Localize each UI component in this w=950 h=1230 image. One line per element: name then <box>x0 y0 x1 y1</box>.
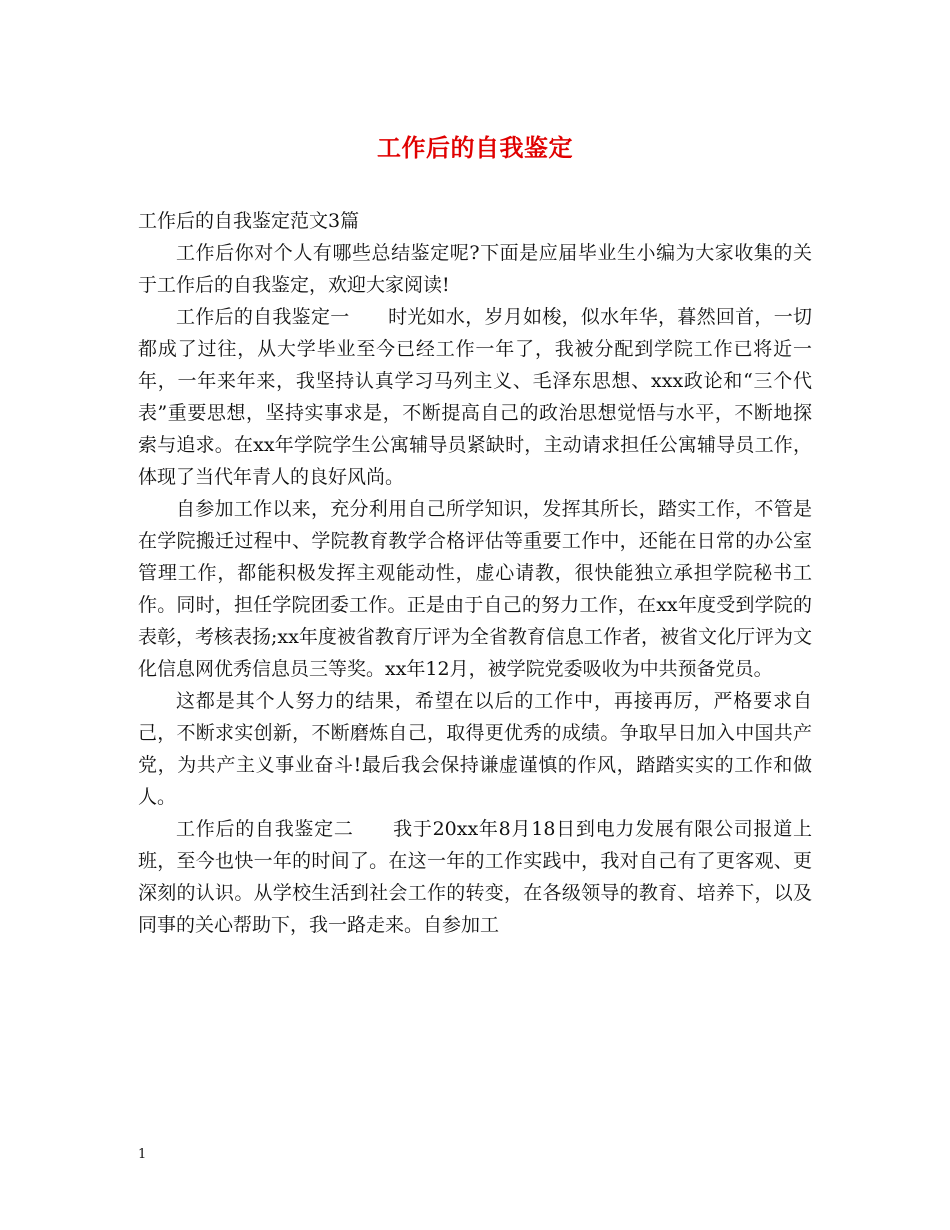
paragraph-summary: 这都是其个人努力的结果，希望在以后的工作中，再接再厉，严格要求自己，不断求实创新，不断磨炼自己，取得更优秀的成绩。争取早日加入中国共产党，为共产主义事业奋斗!最后我会保持谦虚谨慎的作风，踏踏实实的工作和做人。 <box>138 690 812 808</box>
paragraph-work-experience: 自参加工作以来，充分利用自己所学知识，发挥其所长，踏实工作，不管是在学院搬迁过程中、学院教育教学合格评估等重要工作中，还能在日常的办公室管理工作，都能积极发挥主观能动性，虚心请教，很快能独立承担学院秘书工作。同时，担任学院团委工作。正是由于自己的努力工作，在xx年度受到学院的表彰，考核表扬;xx年度被省教育厅评为全省教育信息工作者，被省文化厅评为文化信息网优秀信息员三等奖。xx年12月，被学院党委吸收为中共预备党员。 <box>138 498 812 680</box>
page-number: 1 <box>138 1147 147 1162</box>
paragraph-evaluation-two: 工作后的自我鉴定二 我于20xx年8月18日到电力发展有限公司报道上班，至今也快一年的时间了。在这一年的工作实践中，我对自己有了更客观、更深刻的认识。从学校生活到社会工作的转变，在各级领导的教育、培养下，以及同事的关心帮助下，我一路走来。自参加工 <box>138 818 812 936</box>
paragraph-evaluation-one: 工作后的自我鉴定一 时光如水，岁月如梭，似水年华，暮然回首，一切都成了过往，从大学毕业至今已经工作一年了，我被分配到学院工作已将近一年，一年来年来，我坚持认真学习马列主义、毛泽东思想、xxx政论和“三个代表”重要思想，坚持实事求是，不断提高自己的政治思想觉悟与水平，不断地探索与追求。在xx年学院学生公寓辅导员紧缺时，主动请求担任公寓辅导员工作，体现了当代年青人的良好风尚。 <box>138 306 812 488</box>
document-title: 工作后的自我鉴定 <box>377 133 573 162</box>
document-body <box>138 205 812 941</box>
document-subtitle: 工作后的自我鉴定范文3篇 <box>138 210 360 232</box>
paragraph-intro: 工作后你对个人有哪些总结鉴定呢?下面是应届毕业生小编为大家收集的关于工作后的自我鉴定，欢迎大家阅读! <box>138 242 812 296</box>
